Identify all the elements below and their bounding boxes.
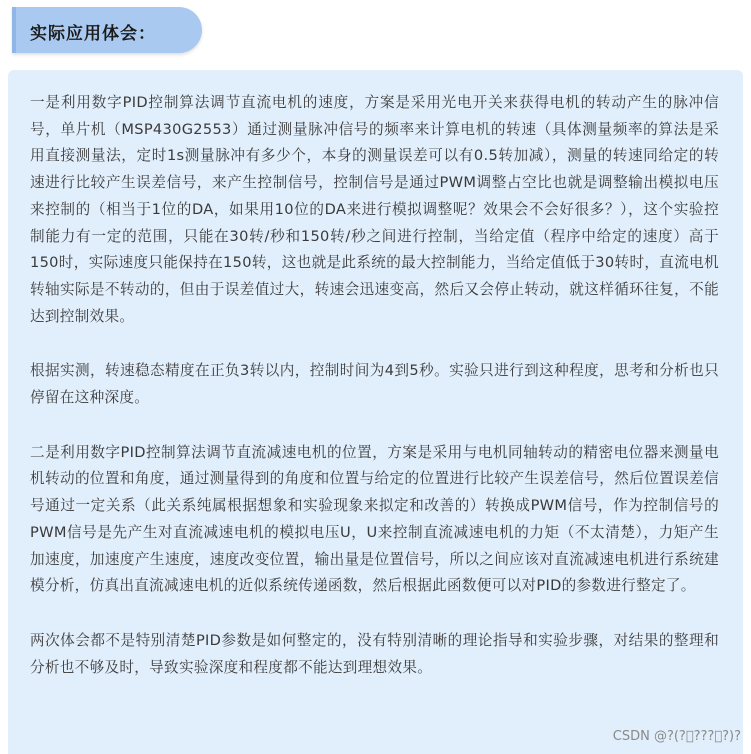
content-box (8, 70, 743, 754)
section-title-tab (12, 7, 202, 53)
section-title: 实际应用体会： (30, 24, 156, 44)
paragraph-conclusion: 两次体会都不是特别清楚PID参数是如何整定的，没有特别清晰的理论指导和实验步骤，对结果的整理和分析也不够及时，导致实验深度和程度都不能达到理想效果。 (30, 631, 719, 676)
csdn-watermark: CSDN @?(?⃝???⃝?)? (612, 729, 741, 744)
paragraph-position-control: 二是利用数字PID控制算法调节直流减速电机的位置，方案是采用与电机同轴转动的精密电位器来测量电机转动的位置和角度，通过测量得到的角度和位置与给定的位置进行比较产生误差信号，然后位置误差信号通过一定关系（此关系纯属根据想象和实验现象来拟定和改善的）转换成PWM信号，作为控制信号的PWM信号是先产生对直流减速电机的模拟电压U，U来控制直流减速电机的力矩（不太清楚），力矩产生加速度，加速度产生速度，速度改变位置，输出量是位置信号，所以之间应该对直流减速电机进行系统建模分析，仿真出直流减速电机的近似系统传递函数，然后根据此函数便可以对PID的参数进行整定了。 (30, 443, 719, 595)
paragraph-speed-control: 一是利用数字PID控制算法调节直流电机的速度，方案是采用光电开关来获得电机的转动产生的脉冲信号，单片机（MSP430G2553）通过测量脉冲信号的频率来计算电机的转速（具体测量频率的算法是采用直接测量法，定时1s测量脉冲有多少个，本身的测量误差可以有0.5转加减），测量的转速同给定的转速进行比较产生误差信号，来产生控制信号，控制信号是通过PWM调整占空比也就是调整输出模拟电压来控制的（相当于1位的DA，如果用10位的DA来进行模拟调整呢？效果会不会好很多？），这个实验控制能力有一定的范围，只能在30转/秒和150转/秒之间进行控制，当给定值（程序中给定的速度）高于150时，实际速度只能保持在150转，这也就是此系统的最大控制能力，当给定值低于30转时，直流电机转轴实际是不转动的，但由于误差值过大，转速会迅速变高，然后又会停止转动，就这样循环往复，不能达到控制效果。 (30, 94, 719, 325)
paragraph-measurement-result: 根据实测，转速稳态精度在正负3转以内，控制时间为4到5秒。实验只进行到这种程度，思考和分析也只停留在这种深度。 (30, 362, 719, 407)
